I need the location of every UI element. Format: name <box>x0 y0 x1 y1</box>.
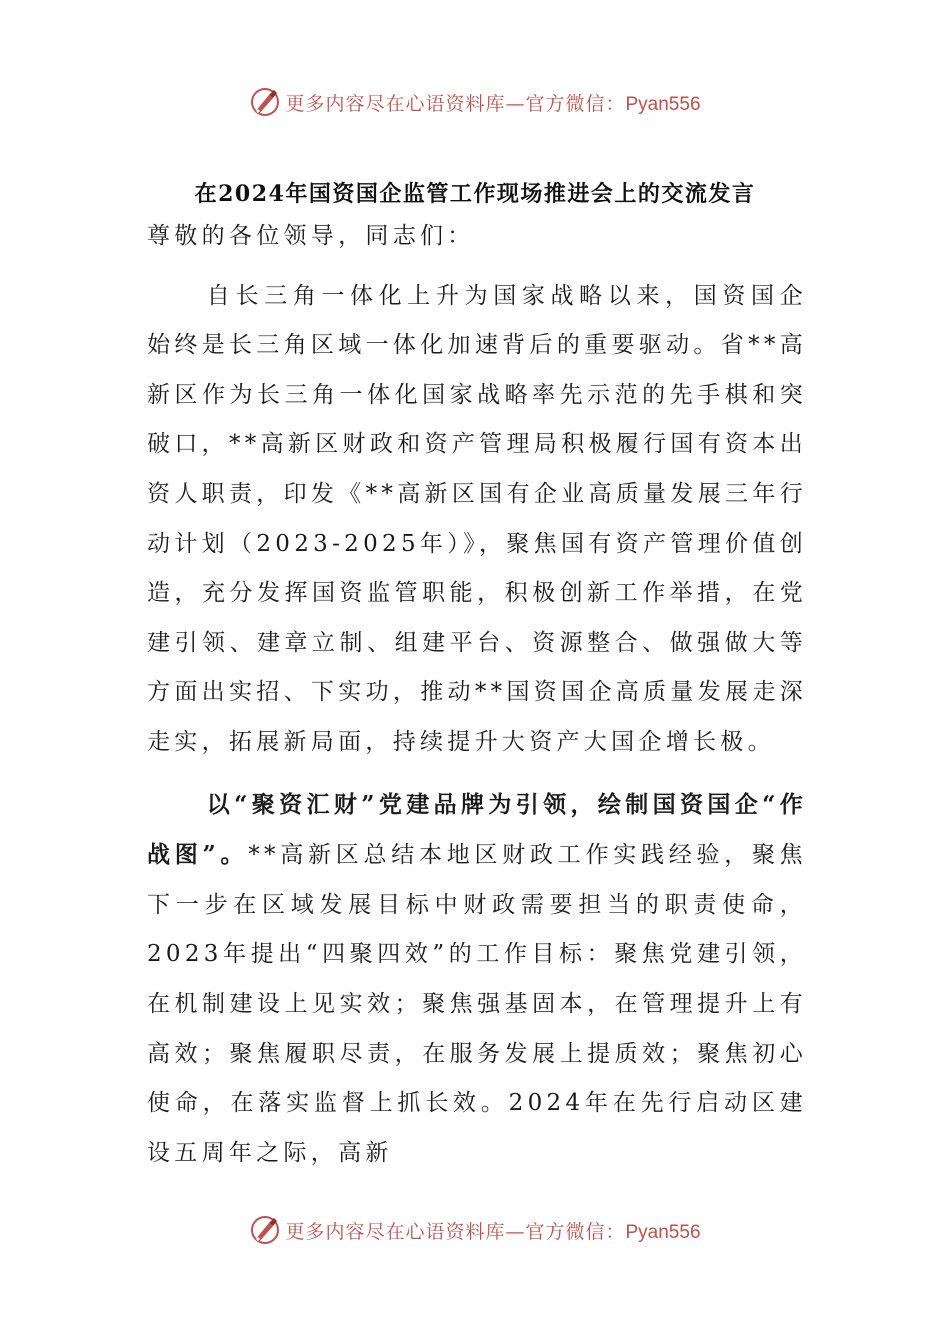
header-watermark <box>0 82 950 122</box>
paragraph-2-lead: 以“聚资汇财”党建品牌为引领，绘制国资国企“作战图”。 <box>147 790 807 869</box>
watermark-text: 更多内容尽在心语资料库—官方微信：Pyan556 <box>285 92 701 115</box>
paragraph-1: 自长三角一体化上升为国家战略以来，国资国企始终是长三角区域一体化加速背后的重要驱动。省**高新区作为长三角一体化国家战略率先示范的先手棋和突破口，**高新区财政和资产管理局积极履行国有资本出资人职责，印发《**高新区国有企业高质量发展三年行动计划（2023-2025年）》，聚焦国有资产管理价值创造，充分发挥国资监管职能，积极创新工作举措，在党建引领、建章立制、组建平台、资源整合、做强做大等方面出实招、下实功，推动**国资国企高质量发展走深走实，拓展新局面，持续提升大资产大国企增长极。 <box>147 282 807 755</box>
paragraph-2 <box>147 780 807 1179</box>
salutation: 尊敬的各位领导，同志们： <box>147 223 475 249</box>
pen-nib-logo-icon <box>249 86 281 118</box>
document-body <box>147 212 807 1178</box>
paragraph-2-body: **高新区总结本地区财政工作实践经验，聚焦下一步在区域发展目标中财政需要担当的职责使命，2023年提出“四聚四效”的工作目标：聚焦党建引领，在机制建设上见实效；聚焦强基固本，在管理提升上有高效；聚焦履职尽责，在服务发展上提质效；聚焦初心使命，在落实监督上抓长效。2024年在先行启动区建设五周年之际，高新 <box>147 842 807 1166</box>
document-title: 在2024年国资国企监管工作现场推进会上的交流发言 <box>194 181 756 207</box>
watermark-text: 更多内容尽在心语资料库—官方微信：Pyan556 <box>285 1220 701 1243</box>
footer-watermark <box>0 1210 950 1250</box>
pen-nib-logo-icon <box>249 1214 281 1246</box>
